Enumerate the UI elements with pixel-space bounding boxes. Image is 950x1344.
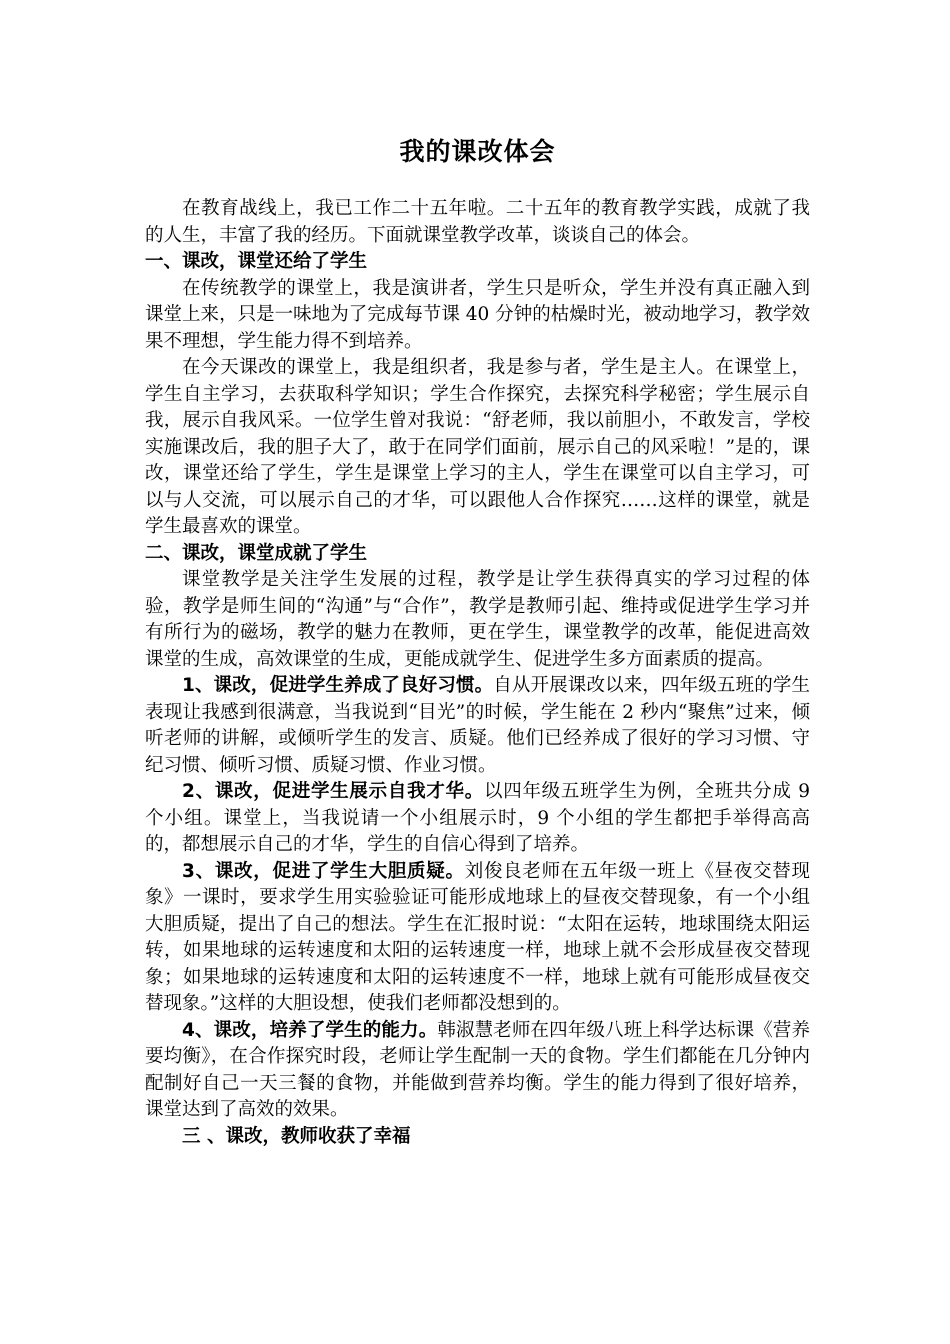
- item-2-lead: 2、课改，促进学生展示自我才华。: [182, 781, 484, 802]
- section-1-paragraph-2: 在今天课改的课堂上，我是组织者，我是参与者，学生是主人。在课堂上，学生自主学习，去获取科学知识；学生合作探究，去探究科学秘密；学生展示自我，展示自我风采。一位学生曾对我说：“舒老师，我以前胆小，不敢发言，学校实施课改后，我的胆子大了，敢于在同学们面前，展示自己的风采啦！”是的，课改，课堂还给了学生，学生是课堂上学习的主人，学生在课堂可以自主学习，可以与人交流，可以展示自己的才华，可以跟他人合作探究……这样的课堂，就是学生最喜欢的课堂。: [145, 357, 810, 537]
- section-3-heading: 三 、课改，教师收获了幸福: [182, 1125, 411, 1147]
- item-1-text: 自从开展课改以来，四年级五班的学生表现让我感到很满意，当我说到“目光”的时候，学生能在 2 秒内“聚焦”过来，倾听老师的讲解，或倾听学生的发言、质疑。他们已经养成了很好的学习习惯、守纪习惯、倾听习惯、质疑习惯、作业习惯。: [145, 675, 810, 776]
- section-2-item-1: [145, 673, 810, 779]
- section-2-item-2: [145, 779, 810, 859]
- section-2-item-3: [145, 859, 810, 1018]
- item-4-lead: 4、课改，培养了学生的能力。: [182, 1019, 438, 1041]
- item-2-text: 以四年级五班学生为例，全班共分成 9 个小组。课堂上，当我说请一个小组展示时，9 个小组的学生都把手举得高高的，都想展示自己的才华，学生的自信心得到了培养。: [145, 781, 810, 855]
- intro-paragraph: 在教育战线上，我已工作二十五年啦。二十五年的教育教学实践，成就了我的人生，丰富了我的经历。下面就课堂教学改革，谈谈自己的体会。: [145, 198, 810, 246]
- item-3-lead: 3、课改，促进了学生大胆质疑。: [182, 860, 465, 882]
- document-page: [145, 0, 810, 1150]
- section-2-item-4: [145, 1018, 810, 1124]
- document-title: 我的课改体会: [399, 137, 556, 166]
- section-2-paragraph-1: 课堂教学是关注学生发展的过程，教学是让学生获得真实的学习过程的体验，教学是师生间的“沟通”与“合作”，教学是教师引起、维持或促进学生学习并有所行为的磁场，教学的魅力在教师，更在学生，课堂教学的改革，能促进高效课堂的生成，高效课堂的生成，更能成就学生、促进学生多方面素质的提高。: [145, 569, 810, 670]
- section-1-heading: 一、课改，课堂还给了学生: [145, 251, 368, 272]
- section-2-heading: 二、课改，课堂成就了学生: [145, 542, 368, 564]
- document-body: [145, 196, 810, 1150]
- item-3-text: 刘俊良老师在五年级一班上《昼夜交替现象》一课时，要求学生用实验验证可能形成地球上的昼夜交替现象，有一个小组大胆质疑，提出了自己的想法。学生在汇报时说：“太阳在运转，地球围绕太阳运转，如果地球的运转速度和太阳的运转速度一样，地球上就不会形成昼夜交替现象；如果地球的运转速度和太阳的运转速度不一样，地球上就有可能形成昼夜交替现象。”这样的大胆设想，使我们老师都没想到的。: [145, 860, 810, 1014]
- item-1-lead: 1、课改，促进学生养成了良好习惯。: [182, 675, 494, 696]
- item-4-text: 韩淑慧老师在四年级八班上科学达标课《营养要均衡》，在合作探究时段，老师让学生配制一天的食物。学生们都能在几分钟内配制好自己一天三餐的食物，并能做到营养均衡。学生的能力得到了很好培养，课堂达到了高效的效果。: [145, 1019, 810, 1120]
- section-1-paragraph-1: 在传统教学的课堂上，我是演讲者，学生只是听众，学生并没有真正融入到课堂上来，只是一味地为了完成每节课 40 分钟的枯燥时光，被动地学习，教学效果不理想，学生能力得不到培养。: [145, 277, 810, 352]
